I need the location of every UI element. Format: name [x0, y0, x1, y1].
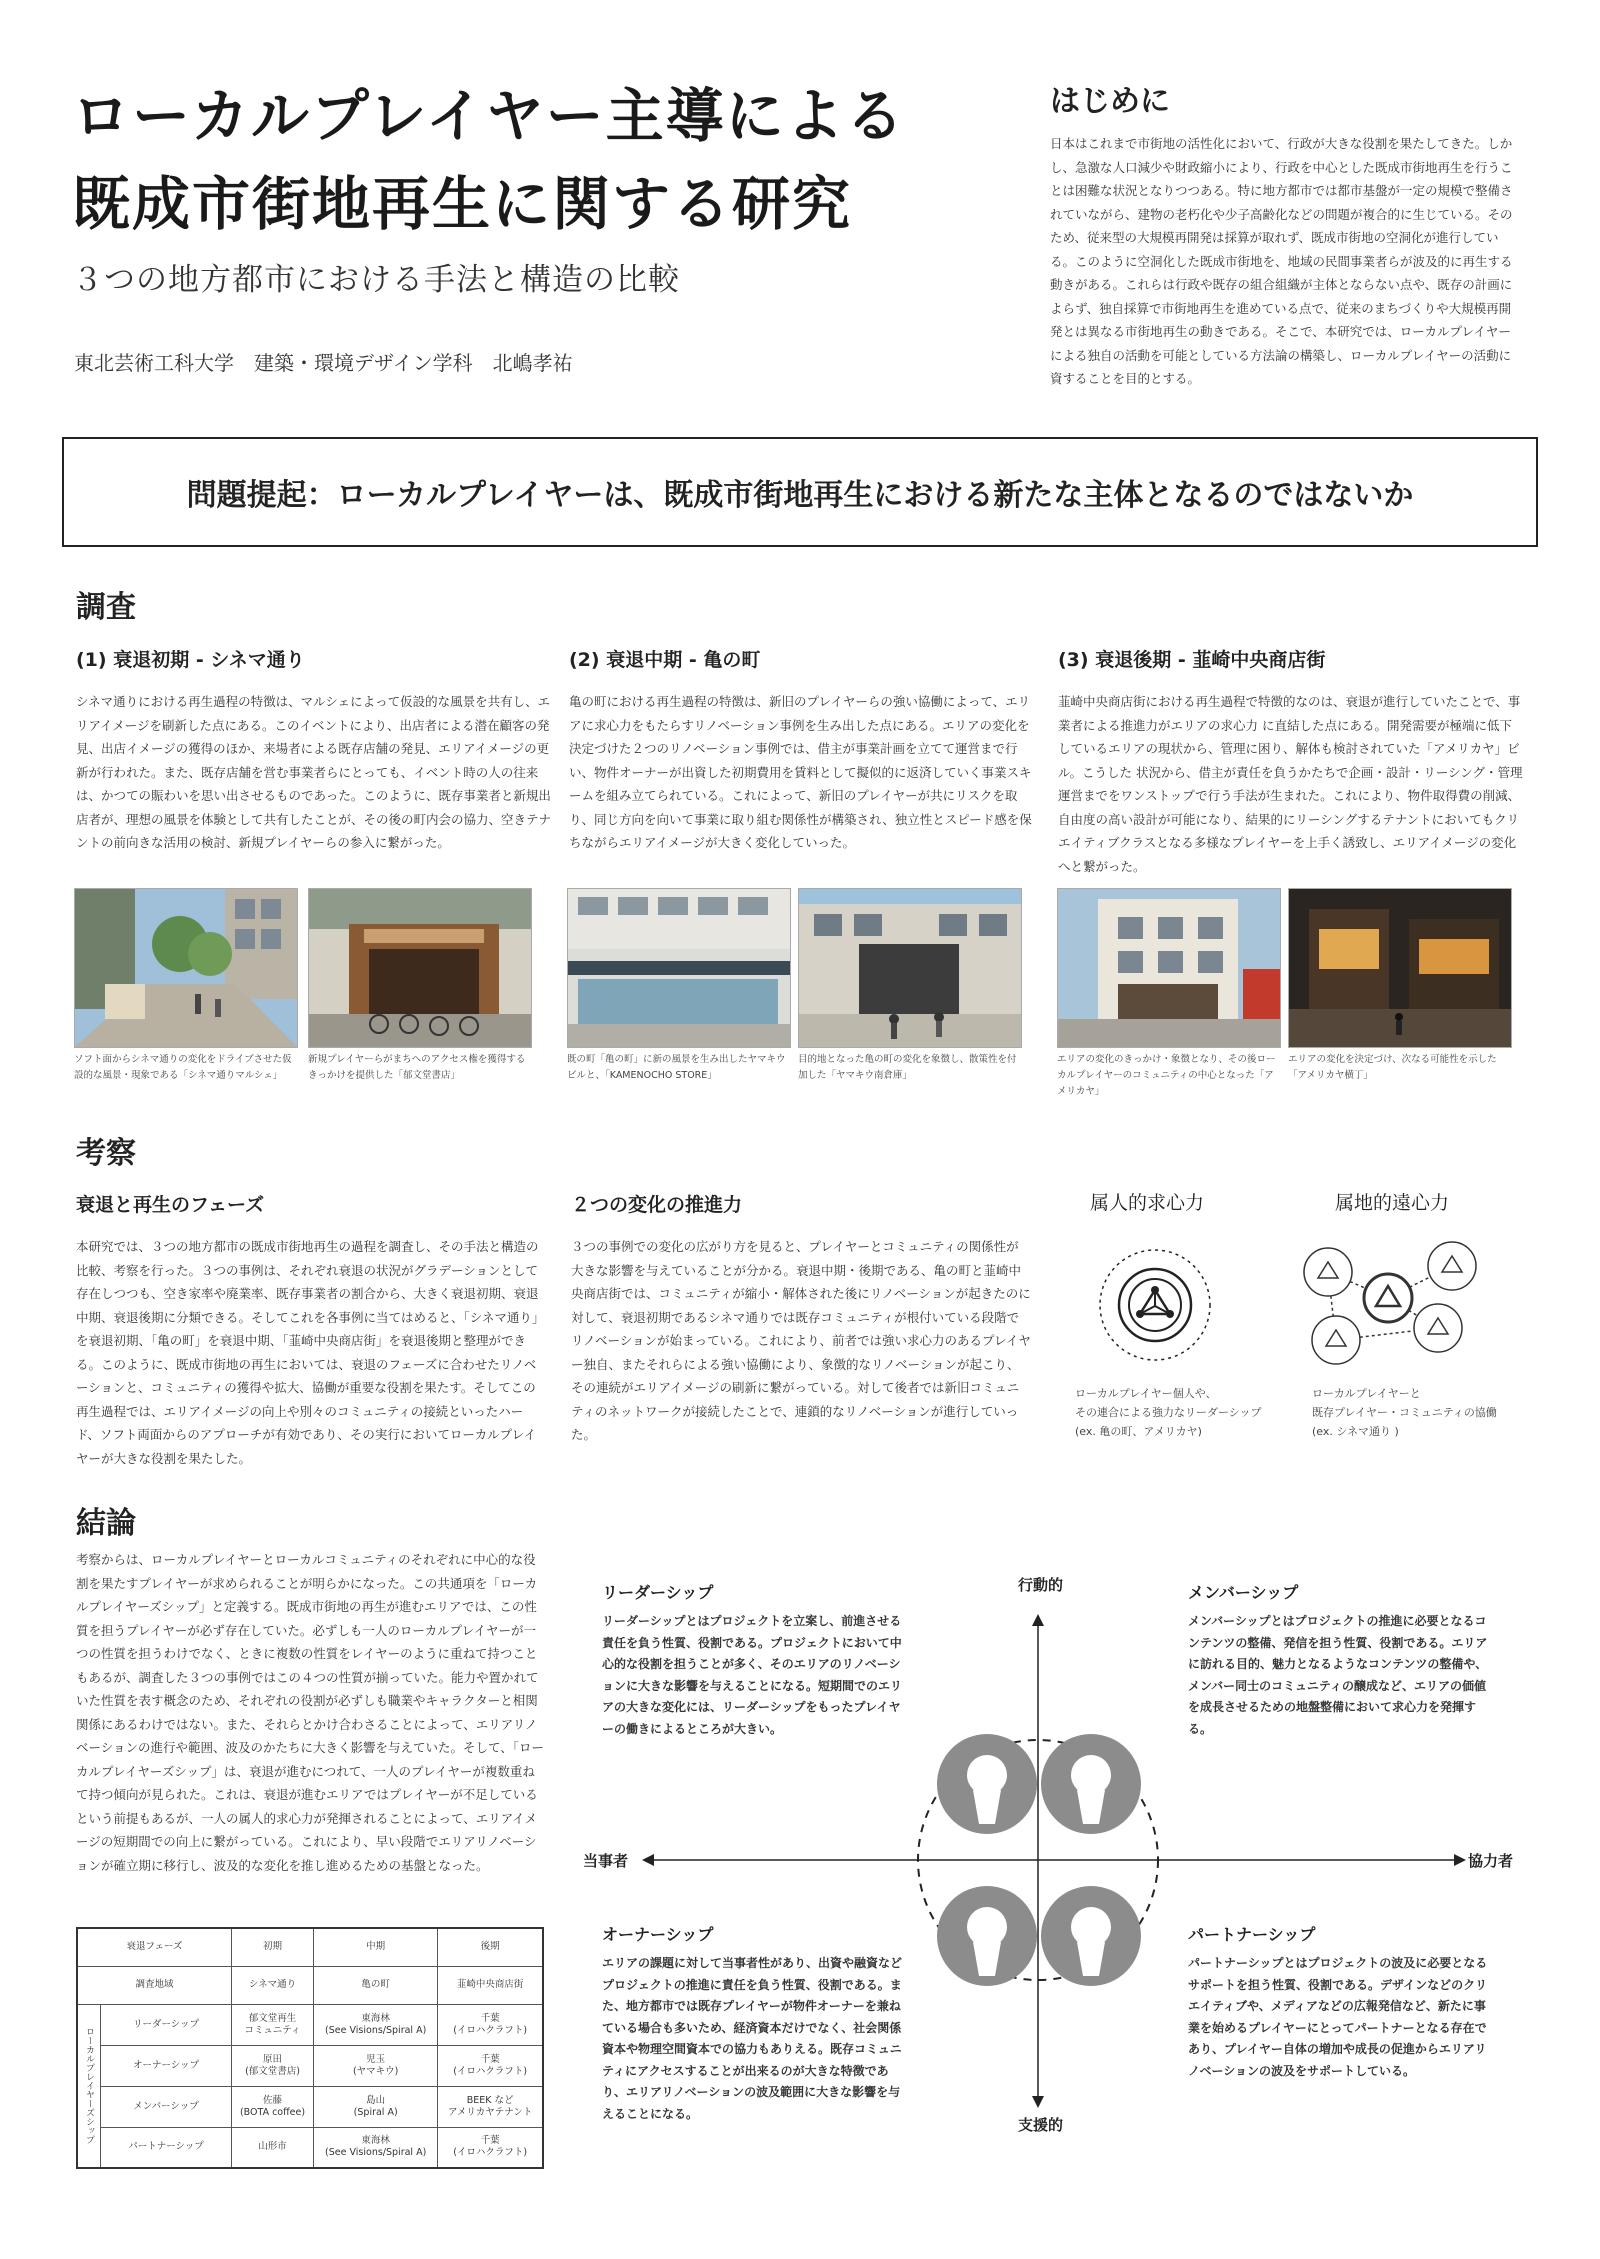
leadership-block: [602, 1580, 902, 1740]
case-text: 亀の町における再生過程の特徴は、新旧のプレイヤーらの強い協働によって、エリアに求心力をもたらすリノベーション事例を生み出した点にある。エリアの変化を決定づけた２つのリノベーション事例では、借主が事業計画を立てて運営まで行い、物件オーナーが出資した初期費用を賃料として擬似的に返済していく事業スキームを組み立てられている。これによって、新旧のプレイヤーが共にリスクを取り、同じ方向を向いて事業に取り組む関係性が構築され、独立性とスピード感を保ちながらエリアイメージが大きく変化していった。: [569, 694, 1032, 850]
table-cell: 千葉 (イロハクラフト): [438, 2045, 543, 2086]
poster-subtitle: ３つの地方都市における手法と構造の比較: [72, 262, 680, 298]
partnership-text: パートナーシップとはプロジェクトの波及に必要となるサポートを担う性質、役割である。デザインなどのクリエイティブや、メディアなどの広報発信など、新たに事業を始めるプレイヤーにとってパートナーとなる存在であり、プレイヤー自体の増加や成長の促進からエリアリノベーションの波及をサポートしている。: [1188, 1956, 1488, 2078]
caption-photo-4: 目的地となった亀の町の変化を象徴し、散策性を付加した「ヤマキウ南倉庫」: [798, 1054, 1017, 1081]
table-cell: 郁文堂再生 コミュニティ: [232, 2004, 314, 2045]
problem-statement-box: [62, 437, 1538, 547]
discussion-heading: 考察: [76, 1136, 136, 1171]
partnership-block: [1188, 1922, 1488, 2082]
conclusion-heading: 結論: [76, 1506, 136, 1541]
photo-americaya-yokocho: [1288, 888, 1512, 1048]
table-cell: 島山 (Spiral A): [314, 2086, 438, 2127]
ownership-text: エリアの課題に対して当事者性があり、出資や融資などプロジェクトの推進に責任を負う性質、役割である。また、地方都市では既存プレイヤーが物件オーナーを兼ねている場合も多いため、経済資本だけでなく、社会関係資本や物理空間資本での協力もありえる。既存コミュニティにアクセスすることが出来るのが大きな特徴であり、エリアリノベーションの波及範囲に大きな影響を与えることになる。: [602, 1956, 903, 2121]
regional-force-diagram: [1304, 1242, 1476, 1364]
membership-text: メンバーシップとはプロジェクトの推進に必要となるコンテンツの整備、発信を担う性質、役割である。エリアに訪れる目的、魅力となるようなコンテンツの整備や、メンバー同士のコミュニティの醸成など、エリアの価値を成長させるための地盤整備において求心力を発揮する。: [1188, 1614, 1488, 1736]
case-title: (2) 衰退中期 - 亀の町: [569, 649, 761, 671]
title-line-1: ローカルプレイヤー主導による: [72, 82, 906, 150]
table-cell: 佐藤 (BOTA coffee): [232, 2086, 314, 2127]
author-line: 東北芸術工科大学 建築・環境デザイン学科 北嶋孝祐: [74, 351, 573, 375]
table-role-cell: リーダーシップ: [101, 2004, 232, 2045]
leadership-person-icon: [937, 1734, 1037, 1834]
phase-text: 本研究では、３つの地方都市の既成市街地再生の過程を調査し、その手法と構造の比較、考察を行った。３つの事例は、それぞれ衰退の状況がグラデーションとして存在しつつも、空き家率や廃業率、既存事業者の割合から、大きく衰退初期、衰退中期、衰退後期に分類できる。そしてこれを各事例に当てはめると、「シネマ通り」を衰退初期、「亀の町」を衰退中期、「韮崎中央商店街」を衰退後期と整理ができる。このように、既成市街地の再生においては、衰退のフェーズに合わせたリノベーションと、コミュニティの獲得や拡大、協働が重要な役割を果たす。そしてこの再生過程では、エリアイメージの向上や別々のコミュニティの接続といったハード、ソフト両面からのアプローチが有効であり、その実行においてローカルプレイヤーが大きな役割を果たした。: [76, 1239, 545, 1466]
axis-label-top: 行動的: [1018, 1576, 1064, 1594]
phase-title: 衰退と再生のフェーズ: [76, 1194, 265, 1216]
photo-americaya: [1057, 888, 1281, 1048]
ownership-block: [602, 1922, 904, 2125]
ownership-title: オーナーシップ: [602, 1925, 714, 1944]
case-title: (1) 衰退初期 - シネマ通り: [76, 649, 305, 671]
table-role-cell: オーナーシップ: [101, 2045, 232, 2086]
personal-force-title: 属人的求心力: [1090, 1192, 1205, 1214]
personal-force-caption: [1075, 1384, 1262, 1441]
case-cinema: [76, 645, 551, 855]
poster-title: [72, 72, 906, 248]
photo-cinema-marche: [74, 888, 298, 1048]
caption-photo-3: 既の町「亀の町」に新の風景を生み出したヤマキウビルと、「KAMENOCHO STORE」: [567, 1054, 786, 1081]
table-cell: 東海林 (See Visions/Spiral A): [314, 2127, 438, 2168]
table-group-label: ローカルプレイヤーズシップ: [77, 2004, 101, 2168]
phase-block: [76, 1190, 546, 1470]
table-area-cell: 亀の町: [314, 1966, 438, 2004]
membership-title: メンバーシップ: [1188, 1583, 1299, 1602]
caption-line: (ex. シネマ通り ): [1312, 1425, 1399, 1438]
intro-text: 日本はこれまで市街地の活性化において、行政が大きな役割を果たしてきた。しかし、急激な人口減少や財政縮小により、行政を中心とした既成市街地再生を行うことは困難な状況となりつつある。特に地方都市では都市基盤が一定の規模で整備されていながら、建物の老朽化や少子高齢化などの問題が複合的に生じている。そのため、従来型の大規模再開発は採算が取れず、既成市街地の空洞化が進行している。このように空洞化した既成市街地を、地域の民間事業者らが波及的に再生する動きがある。これらは行政や既存の組合組織が主体とならない点や、既存の計画によらず、独自採算で市街地再生を進めている点で、従来のまちづくりや大規模再開発とは異なる市街地再生の動きである。そこで、本研究では、ローカルプレイヤーによる独自の活動を可能としている方法論の構築し、ローカルプレイヤーの活動に資することを目的とする。: [1050, 136, 1513, 386]
partnership-person-icon: [1041, 1886, 1141, 1986]
table-header-cell: 後期: [438, 1928, 543, 1966]
table-role-cell: メンバーシップ: [101, 2086, 232, 2127]
leadership-title: リーダーシップ: [602, 1583, 714, 1602]
drivers-text: ３つの事例での変化の広がり方を見ると、プレイヤーとコミュニティの関係性が大きな影響を与えていることが分かる。衰退中期・後期である、亀の町と韮崎中央商店街では、コミュニティが縮小・解体された後にリノベーションが起きたのに対して、衰退初期であるシネマ通りでは既存コミュニティが根付いている段階でリノベーションが始まっている。これにより、前者では強い求心力のあるプレイヤー独自、またそれらによる強い協働により、象徴的なリノベーションが起こり、その連続がエリアイメージの刷新に繋がっている。対して後者では新旧コミュニティのネットワークが接続したことで、連鎖的なリノベーションが進行していった。: [571, 1239, 1031, 1442]
summary-table: [76, 1927, 544, 2169]
caption-line: (ex. 亀の町、アメリカヤ): [1075, 1425, 1202, 1438]
problem-statement: 問題提起：ローカルプレイヤーは、既成市街地再生における新たな主体となるのではないか: [186, 478, 1414, 513]
caption-photo-5: エリアの変化のきっかけ・象徴となり、その後ローカルプレイヤーのコミュニティの中心となった「アメリカヤ」: [1057, 1054, 1276, 1097]
table-cell: BEEK など アメリカヤテナント: [438, 2086, 543, 2127]
table-header-cell: 衰退フェーズ: [77, 1928, 232, 1966]
caption-line: その連合による強力なリーダーシップ: [1075, 1406, 1262, 1419]
table-area-cell: 韮崎中央商店街: [438, 1966, 543, 2004]
table-cell: 東海林 (See Visions/Spiral A): [314, 2004, 438, 2045]
table-cell: 児玉 (ヤマキウ): [314, 2045, 438, 2086]
table-role-cell: パートナーシップ: [101, 2127, 232, 2168]
arrow-up-icon: [1032, 1614, 1044, 1626]
axis-label-bottom: 支援的: [1018, 2116, 1064, 2134]
caption-line: ローカルプレイヤーと: [1312, 1387, 1421, 1400]
photo-ikubundo: [308, 888, 532, 1048]
title-line-2: 既成市街地再生に関する研究: [72, 170, 853, 238]
survey-heading: 調査: [76, 590, 136, 625]
partnership-title: パートナーシップ: [1188, 1925, 1316, 1944]
intro-heading: はじめに: [1050, 84, 1170, 119]
arrow-left-icon: [642, 1854, 654, 1866]
table-cell: 原田 (郁文堂書店): [232, 2045, 314, 2086]
force-diagrams: [1080, 1240, 1520, 1400]
axis-label-left: 当事者: [583, 1852, 629, 1870]
caption-photo-1: ソフト面からシネマ通りの変化をドライブさせた仮設的な風景・現象である「シネマ通りマルシェ」: [74, 1054, 292, 1081]
case-kamenomachi: [569, 645, 1039, 855]
table-area-label: 調査地域: [77, 1966, 232, 2004]
conclusion-text: 考察からは、ローカルプレイヤーとローカルコミュニティのそれぞれに中心的な役割を果たすプレイヤーが求められることが明らかになった。この共通項を「ローカルプレイヤーズシップ」と定義する。既成市街地の再生が進むエリアでは、この性質を担うプレイヤーが必ず存在していた。必ずしも一人のローカルプレイヤーが一つの性質を担うわけでなく、ときに複数の性質をレイヤーのように重ねて持つこともあるが、調査した３つの事例ではこの４つの性質が揃っていた。能力や置かれていた性質を表す概念のため、それぞれの役割が必ずしも職業やキャラクターと相関関係にあるわけではない。また、それらとかけ合わさることによって、エリアリノベーションの進行や範囲、波及のかたちに大きく影響を与えていた。そして、「ローカルプレイヤーズシップ」は、衰退が進むにつれて、一人のプレイヤーが複数重ねて持つ傾向が見られた。これは、衰退が進むエリアではプレイヤーが不足しているという前提もあるが、一人の属人的求心力が発揮されることによって、エリアイメージの短期間での向上に繋がっている。これにより、早い段階でエリアリノベーションが確立期に移行し、波及的な変化を推し進めるための基盤となった。: [76, 1552, 545, 1873]
drivers-block: [571, 1190, 1031, 1447]
case-title: (3) 衰退後期 - 韮崎中央商店街: [1058, 649, 1326, 671]
case-nirasaki: [1058, 645, 1524, 878]
caption-line: ローカルプレイヤー個人や、: [1075, 1387, 1217, 1400]
photo-kamenocho-store: [567, 888, 791, 1048]
table-cell: 山形市: [232, 2127, 314, 2168]
leadership-text: リーダーシップとはプロジェクトを立案し、前進させる責任を負う性質、役割である。プロジェクトにおいて中心的な役割を担うことが多く、そのエリアのリノベーションに大きな影響を与えることになる。短期間でのエリアの大きな変化には、リーダーシップをもったプレイヤーの働きによるところが大きい。: [602, 1614, 903, 1736]
case-text: 韮崎中央商店街における再生過程で特徴的なのは、衰退が進行していたことで、事業者による推進力がエリアの求心力 に直結した点にある。開発需要が極端に低下しているエリアの現状から、管理に困り、解体も検討されていた「アメリカヤ」ビル。こうした 状況から、借主が責任を負うかたちで企画・設計・リーシング・管理運営までをワンストップで行う手法が生まれた。これにより、物件取得費の削減、自由度の高い設計が可能になり、結果的にリーシングするテナントにおいてもクリエイティブクラスとなる多様なプレイヤーを上手く誘致し、エリアイメージの変化へと繋がった。: [1058, 694, 1523, 874]
table-cell: 千葉 (イロハクラフト): [438, 2004, 543, 2045]
caption-line: 既存プレイヤー・コミュニティの協働: [1312, 1406, 1497, 1419]
membership-block: [1188, 1580, 1488, 1740]
caption-photo-2: 新規プレイヤーらがまちへのアクセス権を獲得するきっかけを提供した「郁文堂書店」: [308, 1054, 526, 1081]
photo-yamakiu-warehouse: [798, 888, 1022, 1048]
membership-person-icon: [1041, 1734, 1141, 1834]
table-cell: 千葉 (イロハクラフト): [438, 2127, 543, 2168]
table-header-cell: 中期: [314, 1928, 438, 1966]
regional-force-caption: [1312, 1384, 1497, 1441]
table-area-cell: シネマ通り: [232, 1966, 314, 2004]
axis-label-right: 協力者: [1468, 1852, 1514, 1870]
personal-force-diagram: [1100, 1250, 1210, 1360]
case-text: シネマ通りにおける再生過程の特徴は、マルシェによって仮設的な風景を共有し、エリアイメージを刷新した点にある。このイベントにより、出店者による潜在顧客の発見、出店イメージの獲得のほか、来場者による既存店舗の発見、エリアイメージの更新が行われた。また、既存店舗を営む事業者らにとっても、イベント時の人の往来は、かつての賑わいを思い出させるものであった。このように、既存事業者と新規出店者が、理想の風景を体験として共有したことが、その後の町内会の協力、空きテナントの前向きな活用の検討、新規プレイヤーらの参入に繋がった。: [76, 694, 552, 850]
arrow-down-icon: [1032, 2096, 1044, 2108]
drivers-title: ２つの変化の推進力: [571, 1194, 743, 1216]
regional-force-title: 属地的遠心力: [1335, 1192, 1450, 1214]
caption-photo-6: エリアの変化を決定づけ、次なる可能性を示した「アメリカヤ横丁」: [1288, 1054, 1497, 1081]
ownership-person-icon: [937, 1886, 1037, 1986]
table-header-cell: 初期: [232, 1928, 314, 1966]
arrow-right-icon: [1454, 1854, 1466, 1866]
